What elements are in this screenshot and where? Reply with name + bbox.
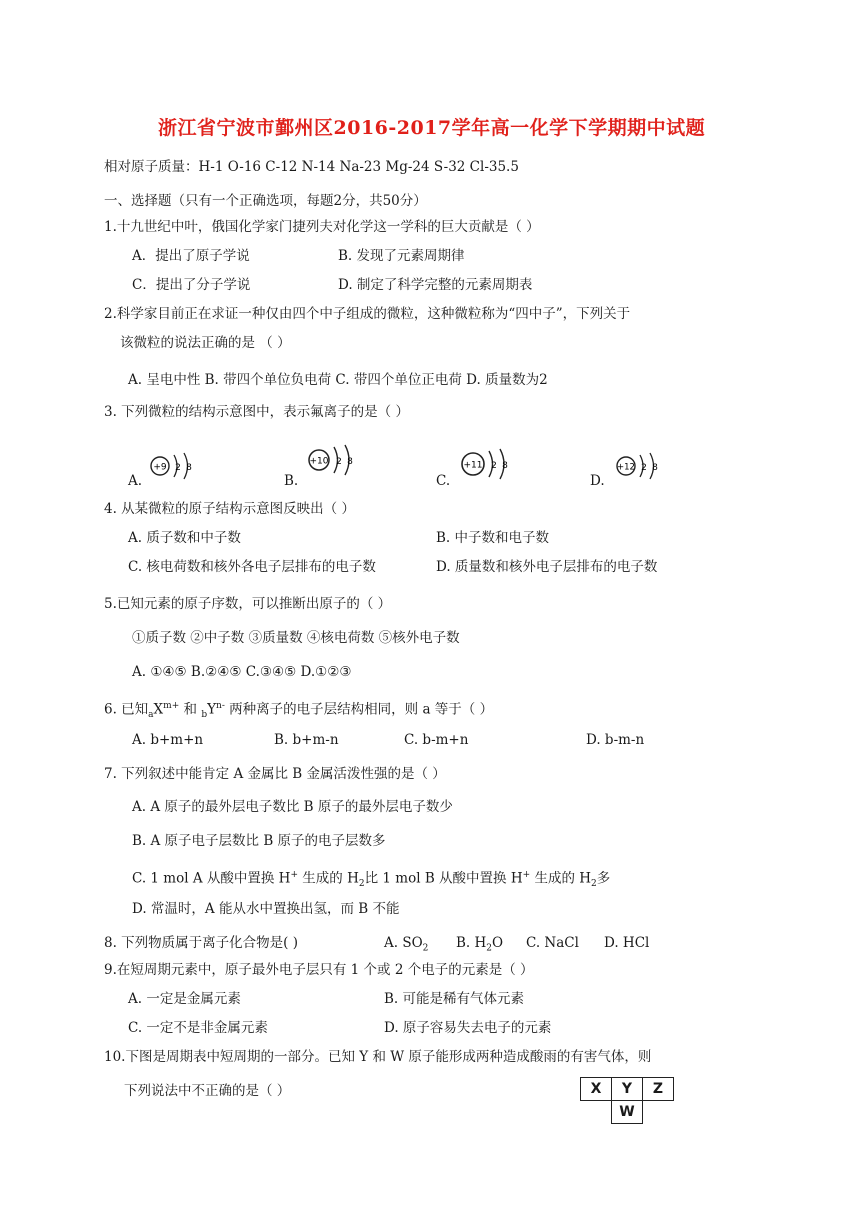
q6-and: 和 xyxy=(179,701,202,718)
question-2-stem-cont: 该微粒的说法正确的是 （ ） xyxy=(120,335,291,351)
question-3-stem: 3. 下列微粒的结构示意图中，表示氟离子的是（ ） xyxy=(104,404,409,420)
q8-a-subscript: 2 xyxy=(422,943,429,954)
q8-b-text: B. H xyxy=(456,935,487,951)
q1-option-d: D. 制定了科学完整的元素周期表 xyxy=(338,277,533,293)
shell-electrons-2: 8 xyxy=(652,463,658,473)
q7c-part1: C. 1 mol A 从酸中置换 H xyxy=(132,870,291,887)
question-10-stem: 10.下图是周期表中短周期的一部分。已知 Y 和 W 原子能形成两种造成酸雨的有害气体，则 xyxy=(104,1049,652,1065)
cell-empty xyxy=(643,1101,674,1124)
shell-electrons-2: 8 xyxy=(186,463,192,473)
cell-y: Y xyxy=(612,1078,643,1101)
q9-option-c: C. 一定不是非金属元素 xyxy=(128,1020,268,1036)
q8-option-a xyxy=(384,934,428,958)
q8-option-b xyxy=(456,934,503,958)
question-4-stem: 4. 从某微粒的原子结构示意图反映出（ ） xyxy=(104,501,355,517)
q6-option-d: D. b-m-n xyxy=(586,732,645,748)
q7-option-a: A. A 原子的最外层电子数比 B 原子的最外层电子数少 xyxy=(132,799,453,815)
q6-ion2-symbol: Y xyxy=(207,701,217,718)
q7c-part5: 多 xyxy=(596,870,611,887)
shell-electrons-1: 2 xyxy=(175,463,181,473)
q7c-hplus-1: + xyxy=(290,870,299,880)
question-6-stem xyxy=(104,697,493,724)
q1-option-a: A．提出了原子学说 xyxy=(132,248,250,264)
cell-w: W xyxy=(612,1101,643,1124)
atom-diagram-d xyxy=(612,448,676,484)
question-2-stem: 2.科学家目前正在求证一种仅由四个中子组成的微粒，这种微粒称为“四中子”，下列关于 xyxy=(104,306,631,322)
q3-label-d: D. xyxy=(590,473,605,489)
question-7-stem: 7. 下列叙述中能肯定 A 金属比 B 金属活泼性强的是（ ） xyxy=(104,766,446,782)
shell-electrons-1: 2 xyxy=(641,463,647,473)
nucleus-charge: +12 xyxy=(617,462,635,473)
q7c-part4: 生成的 H xyxy=(530,870,592,887)
shell-electrons-1: 2 xyxy=(336,457,342,467)
q4-option-b: B. 中子数和电子数 xyxy=(436,530,550,546)
q6-ion2-subscript: b xyxy=(201,710,208,721)
q3-label-b: B. xyxy=(284,473,299,489)
q7c-part3: 比 1 mol B 从酸中置换 H xyxy=(364,870,523,887)
q6-option-a: A. b+m+n xyxy=(132,732,204,748)
q7-option-b: B. A 原子电子层数比 B 原子的电子层数多 xyxy=(132,833,386,849)
q4-option-d: D. 质量数和核外电子层排布的电子数 xyxy=(436,559,658,575)
q5-items: ①质子数 ②中子数 ③质量数 ④核电荷数 ⑤核外电子数 xyxy=(132,630,460,646)
q6-option-c: C. b-m+n xyxy=(404,732,469,748)
shell-electrons-2: 8 xyxy=(502,461,508,471)
grid-row-top xyxy=(581,1078,674,1101)
q8-option-d: D. HCl xyxy=(604,935,650,951)
q6-option-b: B. b+m-n xyxy=(274,732,339,748)
q6-ion1-charge: m+ xyxy=(163,701,180,711)
q6-ion1-symbol: X xyxy=(153,701,164,718)
q1-option-b: B. 发现了元素周期律 xyxy=(338,248,465,264)
q9-option-a: A. 一定是金属元素 xyxy=(128,991,241,1007)
q7c-part2: 生成的 H xyxy=(298,870,359,887)
nucleus-charge: +11 xyxy=(463,460,483,471)
shell-electrons-1: 2 xyxy=(491,461,497,471)
page-title: 浙江省宁波市鄞州区2016-2017学年高一化学下学期期中试题 xyxy=(158,117,706,139)
q4-option-c: C. 核电荷数和核外各电子层排布的电子数 xyxy=(128,559,376,575)
cell-z: Z xyxy=(643,1078,674,1101)
q2-options: A. 呈电中性 B. 带四个单位负电荷 C. 带四个单位正电荷 D. 质量数为2 xyxy=(128,372,548,388)
atom-diagram-a xyxy=(146,448,210,484)
atom-diagram-c xyxy=(456,444,526,484)
q6-ion2-charge: n- xyxy=(216,701,225,711)
section-heading: 一、选择题（只有一个正确选项，每题2分，共50分） xyxy=(104,193,427,209)
q7-option-c xyxy=(132,866,610,893)
q9-option-d: D. 原子容易失去电子的元素 xyxy=(384,1020,552,1036)
q7c-hplus-2: + xyxy=(522,870,531,880)
q3-label-a: A. xyxy=(128,473,143,489)
q8-b-tail: O xyxy=(492,935,504,951)
q6-suffix: 两种离子的电子层结构相同，则 a 等于（ ） xyxy=(224,701,494,718)
q6-ion1-subscript: a xyxy=(148,710,154,721)
question-1-stem: 1.十九世纪中叶，俄国化学家门捷列夫对化学这一学科的巨大贡献是（ ） xyxy=(104,219,540,235)
q4-option-a: A. 质子数和中子数 xyxy=(128,530,241,546)
cell-x: X xyxy=(581,1078,612,1101)
q7c-h2-sub-2: 2 xyxy=(591,879,597,890)
grid-row-bottom xyxy=(581,1101,674,1124)
q7-option-d: D. 常温时，A 能从水中置换出氢，而 B 不能 xyxy=(132,901,400,917)
periodic-table-fragment xyxy=(580,1077,674,1124)
q9-option-b: B. 可能是稀有气体元素 xyxy=(384,991,525,1007)
cell-empty xyxy=(581,1101,612,1124)
nucleus-charge: +9 xyxy=(153,462,167,473)
q6-prefix: 6. 已知 xyxy=(104,701,149,718)
atomic-masses: 相对原子质量：H-1 O-16 C-12 N-14 Na-23 Mg-24 S-32 Cl-35.5 xyxy=(104,159,519,175)
question-9-stem: 9.在短周期元素中，原子最外电子层只有 1 个或 2 个电子的元素是（ ） xyxy=(104,962,534,978)
question-5-stem: 5.已知元素的原子序数，可以推断出原子的（ ） xyxy=(104,596,392,612)
shell-electrons-2: 8 xyxy=(347,457,353,467)
q8-a-text: A. SO xyxy=(384,935,423,951)
q8-b-subscript: 2 xyxy=(486,943,493,954)
question-10-stem-cont: 下列说法中不正确的是（ ） xyxy=(124,1083,291,1099)
question-8-stem: 8. 下列物质属于离子化合物是( ) xyxy=(104,935,298,951)
nucleus-charge: +10 xyxy=(309,456,329,467)
q7c-h2-sub-1: 2 xyxy=(358,879,365,890)
q1-option-c: C．提出了分子学说 xyxy=(132,277,251,293)
atom-diagram-b xyxy=(304,440,368,480)
q3-label-c: C. xyxy=(436,473,451,489)
q8-option-c: C. NaCl xyxy=(526,935,579,951)
q5-options: A. ①④⑤ B.②④⑤ C.③④⑤ D.①②③ xyxy=(132,664,352,680)
